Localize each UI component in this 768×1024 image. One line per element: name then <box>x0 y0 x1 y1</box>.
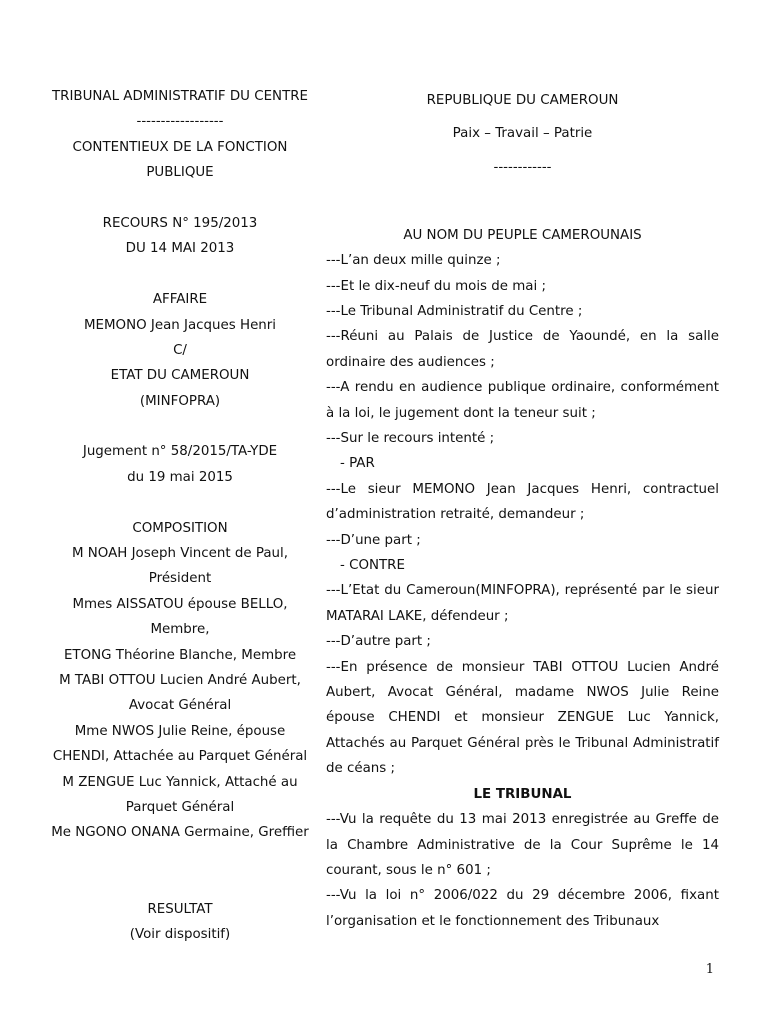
separator: ------------------ <box>136 114 224 130</box>
paragraph: ---Vu la loi n° 2006/022 du 29 décembre 2006, fixant l’organisation et le fonctionnement des Tribunaux <box>326 888 719 929</box>
paragraph: ---Sur le recours intenté ; <box>326 431 495 447</box>
recours-number: RECOURS N° 195/2013 <box>102 215 258 231</box>
national-motto: Paix – Travail – Patrie <box>452 126 593 142</box>
paragraph: ---En présence de monsieur TABI OTTOU Lucien André Aubert, Avocat Général, madame NWOS Julie Reine épouse CHENDI et monsieur ZENGUE Luc Yannick, Attachés au Parquet Général près le Tribunal Administratif de céans ; <box>326 659 719 777</box>
composition-line: CHENDI, Attachée au Parquet Général <box>52 749 308 765</box>
composition-line: Mme NWOS Julie Reine, épouse <box>74 723 286 739</box>
composition-line: Parquet Général <box>125 799 235 815</box>
judgment-text <box>326 248 719 934</box>
party-defendant: ETAT DU CAMEROUN <box>110 368 250 384</box>
republic-title: REPUBLIQUE DU CAMEROUN <box>426 93 619 108</box>
paragraph: ---Réuni au Palais de Justice de Yaoundé, en la salle ordinaire des audiences ; <box>326 329 719 370</box>
jugement-date: du 19 mai 2015 <box>127 469 233 485</box>
composition-line: Me NGONO ONANA Germaine, Greffier <box>51 825 309 841</box>
court-name: TRIBUNAL ADMINISTRATIF DU CENTRE <box>51 89 309 104</box>
composition-line: M NOAH Joseph Vincent de Paul, <box>71 546 289 562</box>
composition-line: Membre, <box>150 622 210 638</box>
resultat-label: RESULTAT <box>147 901 213 917</box>
resultat-sub: (Voir dispositif) <box>129 926 231 942</box>
composition-line: Président <box>148 571 212 587</box>
paragraph: ---L’an deux mille quinze ; <box>326 253 501 269</box>
au-nom-heading: AU NOM DU PEUPLE CAMEROUNAIS <box>403 228 642 244</box>
composition-line: M TABI OTTOU Lucien André Aubert, <box>59 672 301 688</box>
paragraph: ---Le sieur MEMONO Jean Jacques Henri, contractuel d’administration retraité, demandeur ; <box>326 481 719 523</box>
affaire-label: AFFAIRE <box>152 292 208 308</box>
versus: C/ <box>173 342 187 358</box>
party-defendant-sub: (MINFOPRA) <box>139 393 221 409</box>
section-line-1: CONTENTIEUX DE LA FONCTION <box>72 139 288 155</box>
composition-line: M ZENGUE Luc Yannick, Attaché au <box>62 774 298 790</box>
paragraph: ---Le Tribunal Administratif du Centre ; <box>326 303 583 319</box>
composition-line: Avocat Général <box>128 698 232 714</box>
right-body-column <box>326 88 719 934</box>
composition-label: COMPOSITION <box>132 520 228 536</box>
le-tribunal-heading: LE TRIBUNAL <box>473 786 572 802</box>
paragraph: ---L’Etat du Cameroun(MINFOPRA), représenté par le sieur MATARAI LAKE, défendeur ; <box>326 583 719 624</box>
paragraph: ---Et le dix-neuf du mois de mai ; <box>326 278 547 294</box>
paragraph: ---Vu la requête du 13 mai 2013 enregistrée au Greffe de la Chambre Administrative de la Cour Suprême le 14 courant, sous le n° 601 ; <box>326 812 719 878</box>
page-number: 1 <box>705 962 714 977</box>
paragraph: ---A rendu en audience publique ordinaire, conformément à la loi, le jugement dont la teneur suit ; <box>326 380 719 421</box>
composition-list <box>40 541 320 846</box>
recours-date: DU 14 MAI 2013 <box>125 241 235 257</box>
separator: ------------ <box>493 159 552 175</box>
paragraph-contre: - CONTRE <box>340 558 405 574</box>
jugement-number: Jugement n° 58/2015/TA-YDE <box>82 444 278 460</box>
paragraph-par: - PAR <box>340 456 375 472</box>
composition-line: Mmes AISSATOU épouse BELLO, <box>72 596 288 612</box>
paragraph: ---D’autre part ; <box>326 634 431 650</box>
section-line-2: PUBLIQUE <box>146 165 214 181</box>
composition-line: ETONG Théorine Blanche, Membre <box>63 647 297 663</box>
party-plaintiff: MEMONO Jean Jacques Henri <box>83 317 277 333</box>
paragraph: ---D’une part ; <box>326 532 421 548</box>
left-header-column <box>40 84 320 947</box>
